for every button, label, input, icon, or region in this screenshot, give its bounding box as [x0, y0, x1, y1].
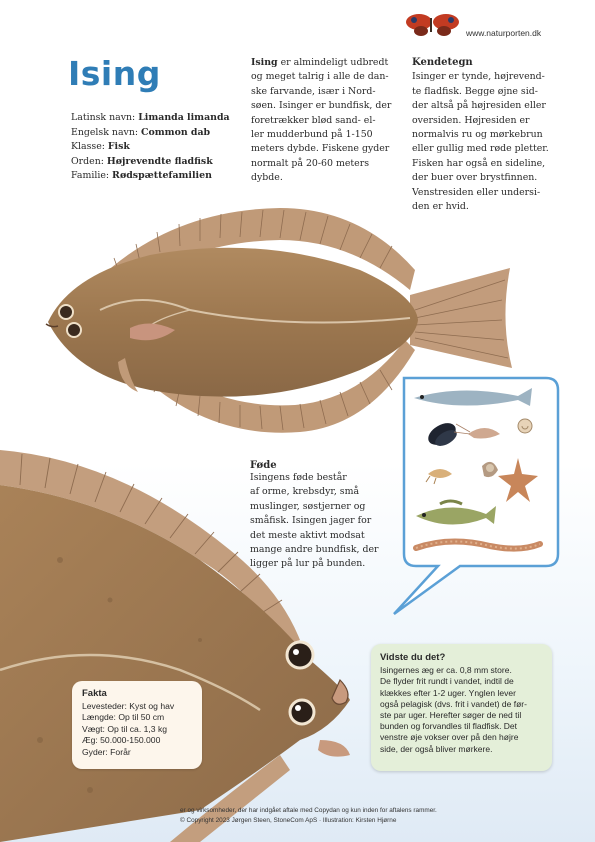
intro-line-text: er almindeligt udbredt — [277, 57, 389, 68]
did-you-know-line: klækkes efter 1-2 uger. Ynglen lever — [380, 687, 516, 698]
footer-copyright-line: © Copyright 2023 Jørgen Steen, StoneCom ApS · Illustration: Kirsten Hjørne — [180, 817, 397, 824]
characteristics-line: te fladfisk. Begge øjne sid- — [412, 85, 538, 97]
food-line: det meste aktivt modsat — [250, 529, 365, 541]
did-you-know-line: bunden og forvandles til fladfisk. Det — [380, 721, 518, 732]
did-you-know-text — [380, 665, 543, 755]
food-line: muslinger, søstjerner og — [250, 500, 366, 512]
intro-line: dybde. — [251, 172, 283, 184]
fact-line: Længde: Op til 50 cm — [82, 712, 165, 723]
food-line: mange andre bundfisk, der — [250, 544, 379, 556]
taxonomy-list — [71, 111, 230, 184]
intro-line: ske farvande, især i Nord- — [251, 85, 376, 97]
butterfly-logo-icon — [405, 12, 465, 38]
food-section — [250, 460, 400, 572]
characteristics-line: den er hvid. — [412, 201, 469, 213]
intro-line — [251, 56, 401, 70]
taxonomy-value: Common dab — [141, 126, 211, 138]
taxonomy-value: Limanda limanda — [138, 112, 230, 123]
did-you-know-line: venstre øje vokser over på den højre — [380, 732, 519, 743]
intro-line: ler mudderbund på 1-150 — [251, 129, 373, 141]
footer-license-line: er og virksomheder, der har indgået aftale med Copydan og kun inden for aftalens rammer. — [180, 807, 437, 814]
food-line: ligger på lur på bunden. — [250, 558, 366, 570]
fact-line: Vægt: Op til ca. 1,3 kg — [82, 723, 168, 734]
did-you-know-line: også pelagisk (dvs. frit i vandet) de før- — [380, 698, 527, 709]
fact-line: Æg: 50.000-150.000 — [82, 735, 161, 746]
page-title: Ising — [68, 54, 161, 93]
food-heading: Føde — [250, 460, 277, 471]
taxonomy-label: Familie: — [71, 170, 113, 182]
did-you-know-line: De flyder frit rundt i vandet, indtil de — [380, 676, 514, 687]
taxonomy-value: Fisk — [107, 141, 130, 153]
taxonomy-value: Højrevendte fladfisk — [106, 155, 213, 167]
intro-line: søen. Isinger er bundfisk, der — [251, 100, 392, 112]
did-you-know-line: side, der også bliver mørkere. — [380, 743, 493, 754]
fact-line: Gyder: Forår — [82, 746, 131, 757]
characteristics-section — [412, 56, 562, 214]
intro-line: normalt på 20-60 meters — [251, 157, 370, 169]
did-you-know-box — [371, 644, 552, 771]
taxonomy-row — [71, 140, 230, 155]
food-line: småfisk. Isingen jager for — [250, 515, 372, 527]
characteristics-line: Venstresiden eller undersi- — [412, 186, 541, 198]
intro-text — [251, 56, 401, 186]
food-line: af orme, krebsdyr, små — [250, 486, 360, 498]
intro-bold-word: Ising — [251, 57, 278, 68]
facts-list — [82, 701, 192, 759]
taxonomy-label: Engelsk navn: — [71, 126, 142, 138]
taxonomy-row — [71, 126, 230, 141]
characteristics-line: der buer over brystfinnen. — [412, 172, 538, 184]
fact-line: Levesteder: Kyst og hav — [82, 700, 175, 711]
intro-line: foretrækker blød sand- el- — [251, 114, 376, 126]
taxonomy-value: Rødspættefamilien — [112, 170, 212, 182]
characteristics-line: oversiden. Højresiden er — [412, 114, 530, 126]
facts-box — [72, 681, 202, 769]
characteristics-line: der altså på højresiden eller — [412, 100, 546, 112]
snail-shell-icon — [518, 419, 532, 433]
taxonomy-label: Orden: — [71, 155, 107, 167]
taxonomy-label: Latinsk navn: — [71, 112, 139, 123]
intro-line: og meget talrig i alle de dan- — [251, 71, 389, 83]
characteristics-line: normalvis ru og mørkebrun — [412, 129, 543, 141]
copyright-footer — [180, 806, 437, 826]
prey-speech-bubble — [390, 376, 560, 621]
taxonomy-row — [71, 155, 230, 170]
did-you-know-heading: Vidste du det? — [380, 652, 446, 663]
site-url[interactable]: www.naturporten.dk — [466, 28, 542, 38]
facts-heading: Fakta — [82, 688, 107, 699]
taxonomy-row — [71, 169, 230, 184]
intro-line: meters dybde. Fiskene gyder — [251, 143, 390, 155]
characteristics-line: eller gullig med røde pletter. — [412, 143, 549, 155]
characteristics-line: Fisken har også en sideline, — [412, 157, 546, 169]
food-line: Isingens føde består — [250, 472, 347, 483]
did-you-know-line: Isingernes æg er ca. 0,8 mm store. — [380, 665, 512, 676]
characteristics-line: Isinger er tynde, højrevend- — [412, 71, 545, 83]
taxonomy-row — [71, 111, 230, 126]
taxonomy-label: Klasse: — [71, 141, 108, 153]
did-you-know-line: ste par uger. Herefter søger de ned til — [380, 710, 522, 721]
food-text — [250, 471, 400, 572]
characteristics-heading: Kendetegn — [412, 57, 473, 68]
characteristics-text — [412, 70, 562, 214]
